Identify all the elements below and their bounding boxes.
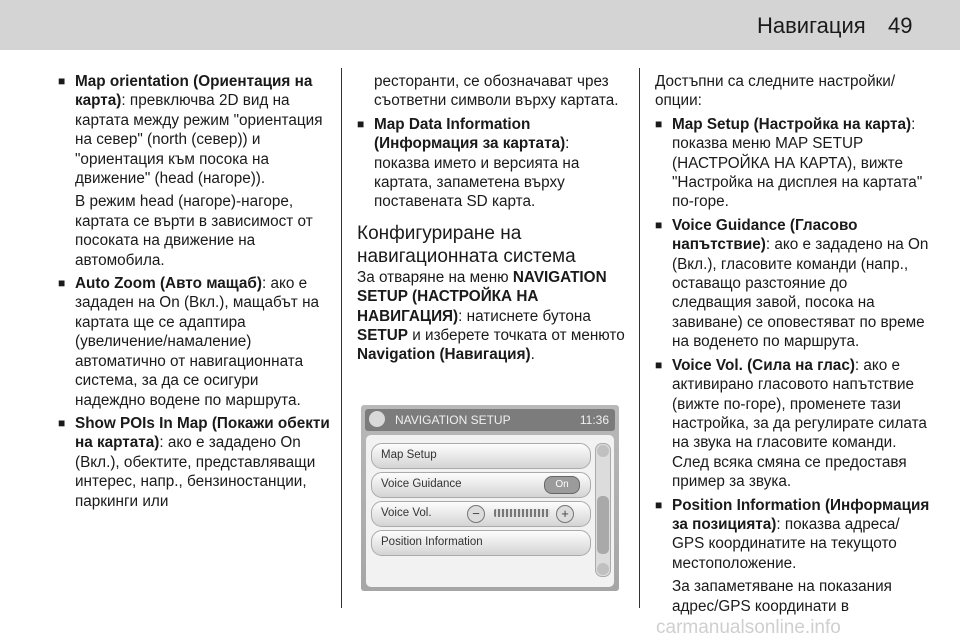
watermark: carmanualsonline.info [656, 617, 841, 638]
menu-item-map-setup[interactable]: Map Setup [371, 443, 591, 469]
menu-item-voice-vol[interactable]: Voice Vol. − + [371, 501, 591, 527]
bullet-map-data-information: ■ Map Data Information (Информация за картата): показва името и версията на картата, запаметена върху поставената SD карта. [357, 115, 627, 212]
column-1 [58, 72, 330, 511]
back-icon[interactable] [369, 411, 385, 427]
scroll-thumb[interactable] [597, 496, 609, 554]
volume-bar[interactable] [494, 509, 550, 517]
section-heading: Конфигуриране на навигационната система [357, 222, 576, 267]
screen-title: NAVIGATION SETUP [395, 413, 511, 427]
bullet-show-pois: ■ Show POIs In Map (Покажи обекти на картата): ако е зададено On (Вкл.), обектите, представляващи интерес, напр., бензиностанции, паркинги или [58, 414, 330, 511]
navigation-setup-screenshot [361, 405, 619, 591]
bullet-voice-vol: ■ Voice Vol. (Сила на глас): ако е активирано гласовото напътствие (вижте по-горе), променете тази настройка, за да регулирате силата на звука на гласовите команди. След всяка смяна се предоставя пример за звука. [655, 356, 930, 492]
column-divider [639, 68, 640, 608]
scroll-up-icon[interactable] [597, 445, 609, 457]
column-divider [341, 68, 342, 608]
screen-title-bar [365, 409, 615, 431]
menu-item-voice-guidance[interactable]: Voice Guidance On [371, 472, 591, 498]
menu-item-position-information[interactable]: Position Information [371, 530, 591, 556]
bullet-map-orientation: ■ Map orientation (Ориентация на карта): превключва 2D вид на картата между режим "ориентация на север" (north (север)) и "ориентация към посока на движение" (head (нагоре)). [58, 72, 330, 188]
page-number: 49 [888, 13, 913, 38]
paragraph: За отваряне на меню NAVIGATION SETUP (НАСТРОЙКА НА НАВИГАЦИЯ): натиснете бутона SETUP и изберете точката от менюто Navigation (Навигация). [357, 268, 625, 364]
column-3 [655, 72, 930, 616]
paragraph: ресторанти, се обозначават чрез съответни символи върху картата. [374, 73, 619, 110]
page-title: Навигация [757, 13, 866, 38]
page-header [0, 0, 960, 50]
scrollbar[interactable] [595, 443, 611, 577]
paragraph: Достъпни са следните настройки/ опции: [655, 73, 896, 110]
column-2 [357, 72, 627, 365]
plus-icon[interactable]: + [556, 505, 574, 523]
bullet-auto-zoom: ■ Auto Zoom (Авто мащаб): ако е зададен на On (Вкл.), мащабът на картата ще се адаптира (увеличение/намаление) автоматично от навигационната система, за да се осигури надеждно водене по маршрута. [58, 274, 330, 410]
paragraph: В режим head (нагоре)-нагоре, картата се върти в зависимост от посоката на движение на автомобила. [75, 193, 313, 269]
paragraph: За запаметяване на показания адрес/GPS координати в [672, 578, 892, 615]
on-toggle[interactable]: On [544, 476, 580, 494]
bullet-position-information: ■ Position Information (Информация за позицията): показва адреса/ GPS координатите на текущото местоположение. [655, 496, 930, 574]
bullet-voice-guidance: ■ Voice Guidance (Гласово напътствие): ако е зададено на On (Вкл.), гласовите команди (напр., оставащо разстояние до следващия завой, посока на завиване) се оповестяват по време на воденето по маршрута. [655, 216, 930, 352]
bullet-map-setup: ■ Map Setup (Настройка на карта): показва меню MAP SETUP (НАСТРОЙКА НА КАРТА), вижте "Настройка на дисплея на картата" по-горе. [655, 115, 930, 212]
scroll-down-icon[interactable] [597, 563, 609, 575]
menu-panel [366, 435, 614, 587]
minus-icon[interactable]: − [467, 505, 485, 523]
clock: 11:36 [579, 413, 609, 427]
